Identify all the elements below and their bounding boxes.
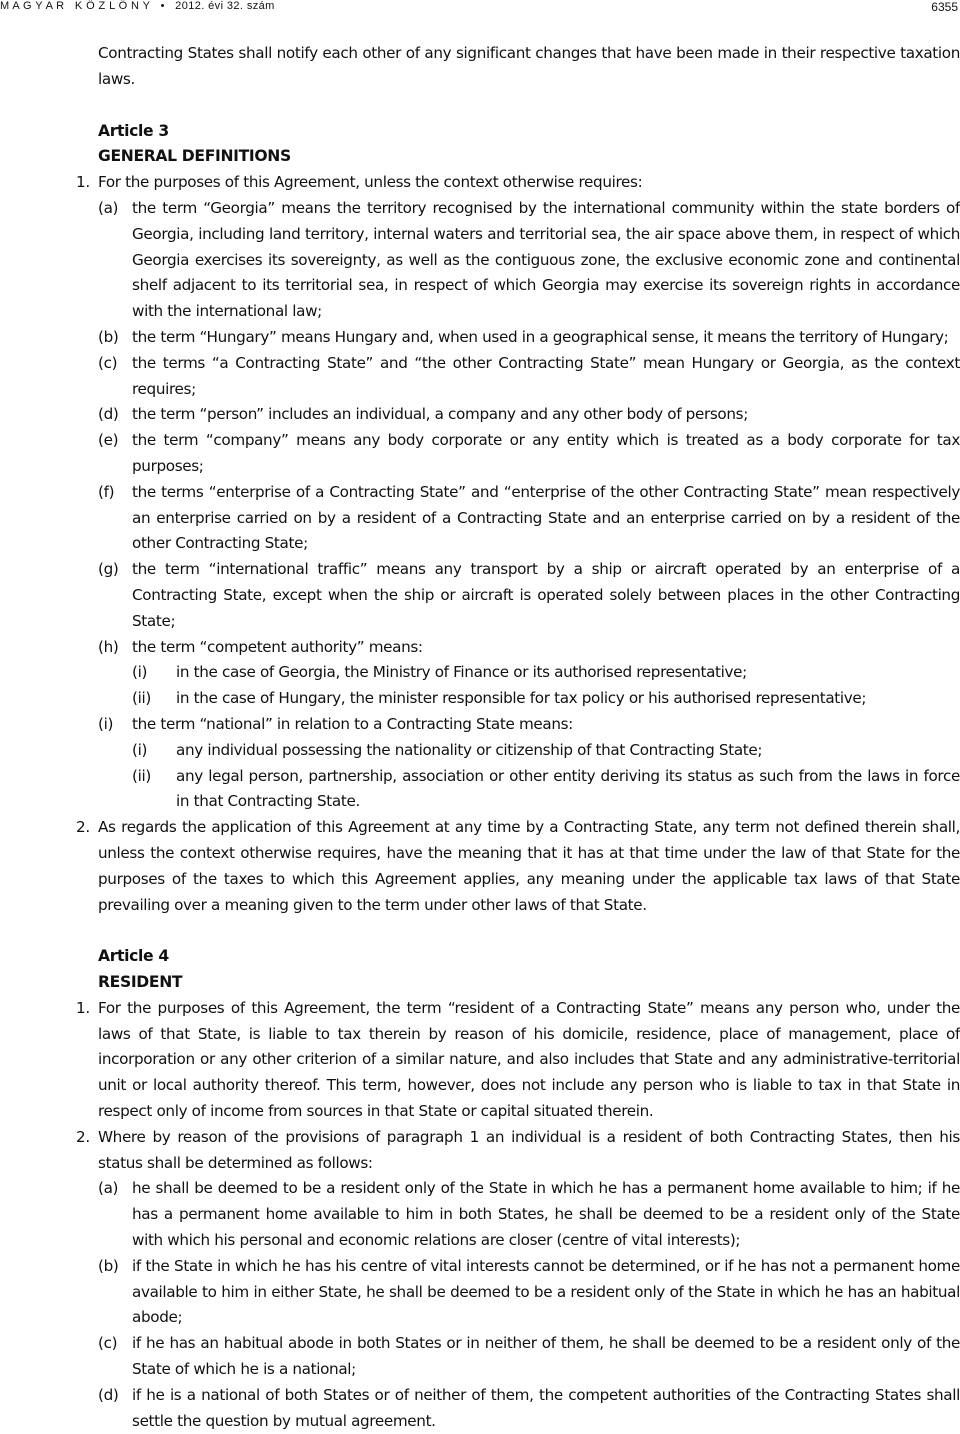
item-label: (a) [98, 1179, 119, 1198]
definition-subitem [0, 764, 960, 816]
item-text: if he is a national of both States or of neither of them, the competent authorities of the Contracting States shall settle the question by mutual agreement. [132, 1385, 960, 1430]
item-text: the term “Hungary” means Hungary and, when used in a geographical sense, it means the territory of Hungary; [132, 327, 949, 346]
item-label: (a) [98, 198, 119, 217]
subitem-text: in the case of Hungary, the minister responsible for tax policy or his authorised representative; [176, 689, 867, 708]
definition-item [0, 712, 960, 738]
item-text: the term “Georgia” means the territory recognised by the international community within the state borders of Georgia, including land territory, internal waters and territorial sea, the air space above them, in respect of which Georgia exercises its sovereignty, as well as the contiguous zone, the exclusive economic zone and continental shelf adjacent to its territorial sea, in respect of which Georgia may exercise its sovereign rights in accordance with the international law; [132, 198, 960, 321]
definition-item [0, 351, 960, 403]
paragraph-text: For the purposes of this Agreement, the term “resident of a Contracting State” means any person who, under the laws of that State, is liable to tax therein by reason of his domicile, residence, place of management, place of incorporation or any other criterion of a similar nature, and also includes that State and any administrative-territorial unit or local authority thereof. This term, however, does not include any person who is liable to tax in that State in respect only of income from sources in that State or capital situated therein. [98, 998, 960, 1121]
item-label: (e) [98, 431, 119, 450]
article-4-paragraph-1 [0, 996, 960, 1125]
item-label: (c) [98, 353, 118, 372]
subitem-text: any legal person, partnership, association or other entity deriving its status as such from the laws in force in that Contracting State. [176, 766, 960, 811]
definition-subitem [0, 686, 960, 712]
tie-breaker-item [0, 1331, 960, 1383]
item-text: the term “person” includes an individual, a company and any other body of persons; [132, 405, 748, 424]
item-label: (i) [98, 714, 114, 733]
document-body [0, 41, 960, 1434]
tie-breaker-item [0, 1176, 960, 1253]
item-label: (b) [98, 1256, 119, 1275]
paragraph-number: 1. [76, 998, 90, 1017]
item-label: (h) [98, 637, 119, 656]
item-label: (c) [98, 1334, 118, 1353]
definition-item [0, 557, 960, 634]
definition-subitem [0, 660, 960, 686]
item-label: (b) [98, 327, 119, 346]
item-text: the terms “enterprise of a Contracting State” and “enterprise of the other Contracting State” mean respectively an enterprise carried on by a resident of a Contracting State and an enterprise carried on by a resident of the other Contracting State; [132, 482, 960, 553]
item-text: if the State in which he has his centre of vital interests cannot be determined, or if he has not a permanent home available to him in either State, he shall be deemed to be a resident only of the State in which he has an habitual abode; [132, 1256, 960, 1327]
paragraph-number: 1. [76, 173, 90, 192]
item-label: (f) [98, 482, 115, 501]
paragraph-number: 2. [76, 1127, 90, 1146]
item-label: (g) [98, 560, 119, 579]
item-text: the term “international traffic” means any transport by a ship or aircraft operated by an enterprise of a Contracting State, except when the ship or aircraft is operated solely between places in the other Contracting State; [132, 560, 960, 630]
item-label: (d) [98, 405, 119, 424]
subitem-label: (i) [132, 663, 148, 682]
item-text: the terms “a Contracting State” and “the other Contracting State” mean Hungary or Georgia, as the context requires; [132, 353, 960, 398]
article-3-paragraph-1 [0, 170, 960, 196]
article-3-paragraph-2 [0, 815, 960, 918]
paragraph-text: As regards the application of this Agreement at any time by a Contracting State, any term not defined therein shall, unless the context otherwise requires, have the meaning that it has at that time under the law of that State for the purposes of the taxes to which this Agreement applies, any meaning under the applicable tax laws of that State prevailing over a meaning given to the term under other laws of that State. [98, 818, 960, 914]
article-4-heading: RESIDENT [98, 973, 183, 992]
definition-item [0, 428, 960, 480]
page-number: 6355 [931, 0, 958, 14]
item-label: (d) [98, 1385, 119, 1404]
definition-item [0, 480, 960, 557]
publication-title: M A G Y A R K Ö Z L Ö N Y • 2012. évi 32. szám [0, 0, 275, 12]
tie-breaker-item [0, 1383, 960, 1434]
subitem-label: (ii) [132, 766, 151, 785]
article-4-paragraph-2 [0, 1125, 960, 1177]
paragraph-text: Where by reason of the provisions of paragraph 1 an individual is a resident of both Contracting States, then his status shall be determined as follows: [98, 1127, 960, 1172]
subitem-text: any individual possessing the nationality or citizenship of that Contracting State; [176, 740, 763, 759]
intro-paragraph: Contracting States shall notify each other of any significant changes that have been made in their respective taxation laws. [98, 44, 960, 88]
page-header [0, 0, 960, 14]
article-4-title: Article 4 [98, 947, 169, 966]
definition-subitem [0, 738, 960, 764]
article-3-heading: GENERAL DEFINITIONS [98, 147, 291, 166]
tie-breaker-item [0, 1254, 960, 1331]
definition-item [0, 635, 960, 661]
article-3-title: Article 3 [98, 121, 169, 140]
item-text: the term “company” means any body corporate or any entity which is treated as a body corporate for tax purposes; [132, 431, 960, 475]
subitem-label: (i) [132, 740, 148, 759]
subitem-text: in the case of Georgia, the Ministry of Finance or its authorised representative; [176, 663, 747, 682]
subitem-label: (ii) [132, 689, 151, 708]
definition-item [0, 196, 960, 325]
item-text: if he has an habitual abode in both States or in neither of them, he shall be deemed to be a resident only of the State of which he is a national; [132, 1334, 960, 1379]
paragraph-text: For the purposes of this Agreement, unless the context otherwise requires: [98, 173, 643, 192]
definition-item [0, 325, 960, 351]
paragraph-number: 2. [76, 818, 90, 837]
definition-item [0, 402, 960, 428]
item-text: the term “competent authority” means: [132, 637, 423, 656]
item-text: the term “national” in relation to a Contracting State means: [132, 714, 573, 733]
item-text: he shall be deemed to be a resident only of the State in which he has a permanent home available to him; if he has a permanent home available to him in both States, he shall be deemed to be a resident only of the State with which his personal and economic relations are closer (centre of vital interests); [132, 1179, 960, 1250]
